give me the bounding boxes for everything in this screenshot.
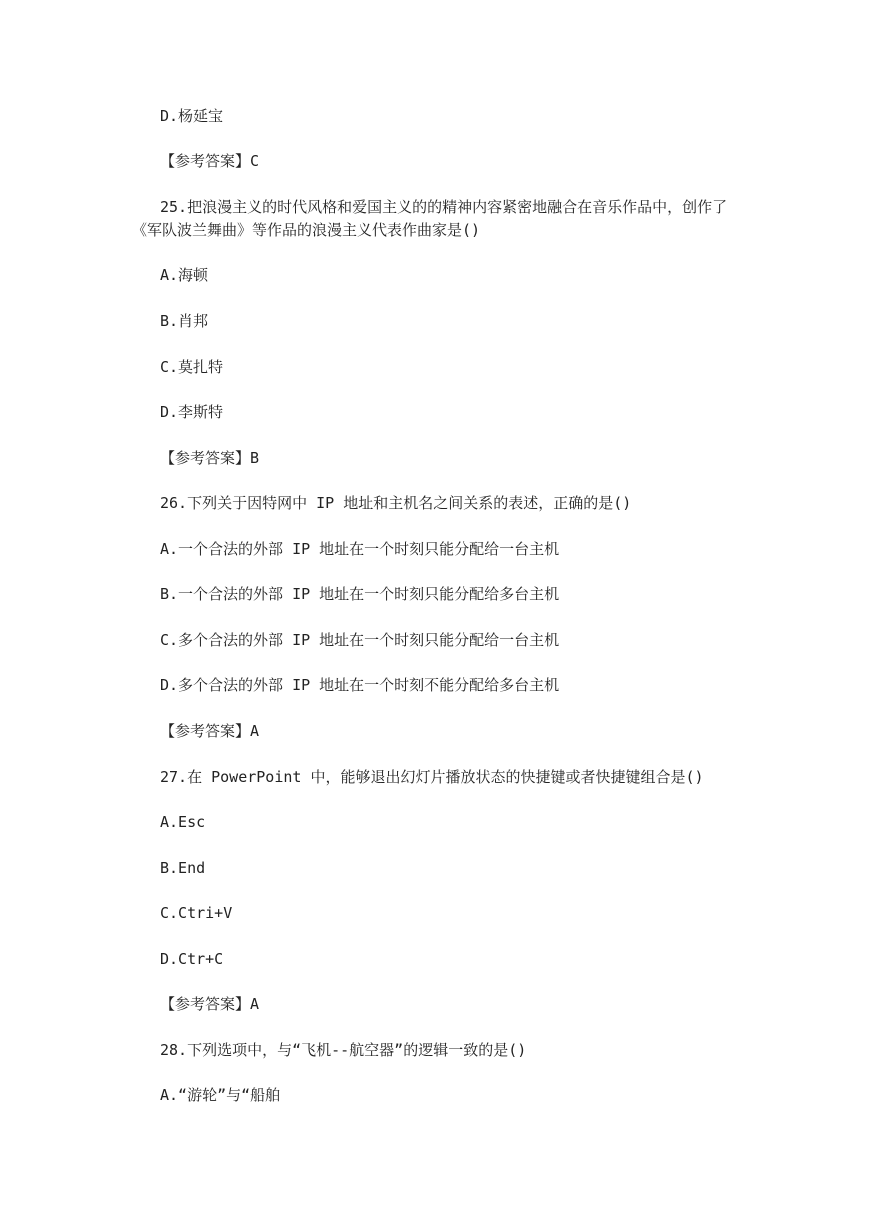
q26-answer: 【参考答案】A <box>160 722 260 740</box>
q25-option-c: C.莫扎特 <box>160 358 224 376</box>
q27-option-c: C.Ctri+V <box>160 904 233 922</box>
q28-option-a: A.“游轮”与“船舶 <box>160 1086 281 1104</box>
q27-question: 27.在 PowerPoint 中，能够退出幻灯片播放状态的快捷键或者快捷键组合是() <box>160 768 704 786</box>
q26-option-d: D.多个合法的外部 IP 地址在一个时刻不能分配给多台主机 <box>160 676 560 694</box>
q27-option-a: A.Esc <box>160 813 206 831</box>
q25-question-line1: 25.把浪漫主义的时代风格和爱国主义的的精神内容紧密地融合在音乐作品中，创作了 <box>160 198 728 216</box>
q26-option-c: C.多个合法的外部 IP 地址在一个时刻只能分配给一台主机 <box>160 631 560 649</box>
q27-option-d: D.Ctr+C <box>160 950 224 968</box>
q25-option-b: B.肖邦 <box>160 312 209 330</box>
q28-question: 28.下列选项中，与“飞机--航空器”的逻辑一致的是() <box>160 1041 527 1059</box>
q27-option-b: B.End <box>160 859 206 877</box>
q25-option-a: A.海顿 <box>160 266 209 284</box>
q26-option-b: B.一个合法的外部 IP 地址在一个时刻只能分配给多台主机 <box>160 585 560 603</box>
q26-option-a: A.一个合法的外部 IP 地址在一个时刻只能分配给一台主机 <box>160 540 560 558</box>
q24-option-d: D.杨延宝 <box>160 107 224 125</box>
q27-answer: 【参考答案】A <box>160 995 260 1013</box>
q25-answer: 【参考答案】B <box>160 449 260 467</box>
q25-option-d: D.李斯特 <box>160 403 224 421</box>
q24-answer: 【参考答案】C <box>160 152 260 170</box>
q26-question: 26.下列关于因特网中 IP 地址和主机名之间关系的表述，正确的是() <box>160 494 632 512</box>
q25-question-line2: 《军队波兰舞曲》等作品的浪漫主义代表作曲家是() <box>132 221 481 239</box>
